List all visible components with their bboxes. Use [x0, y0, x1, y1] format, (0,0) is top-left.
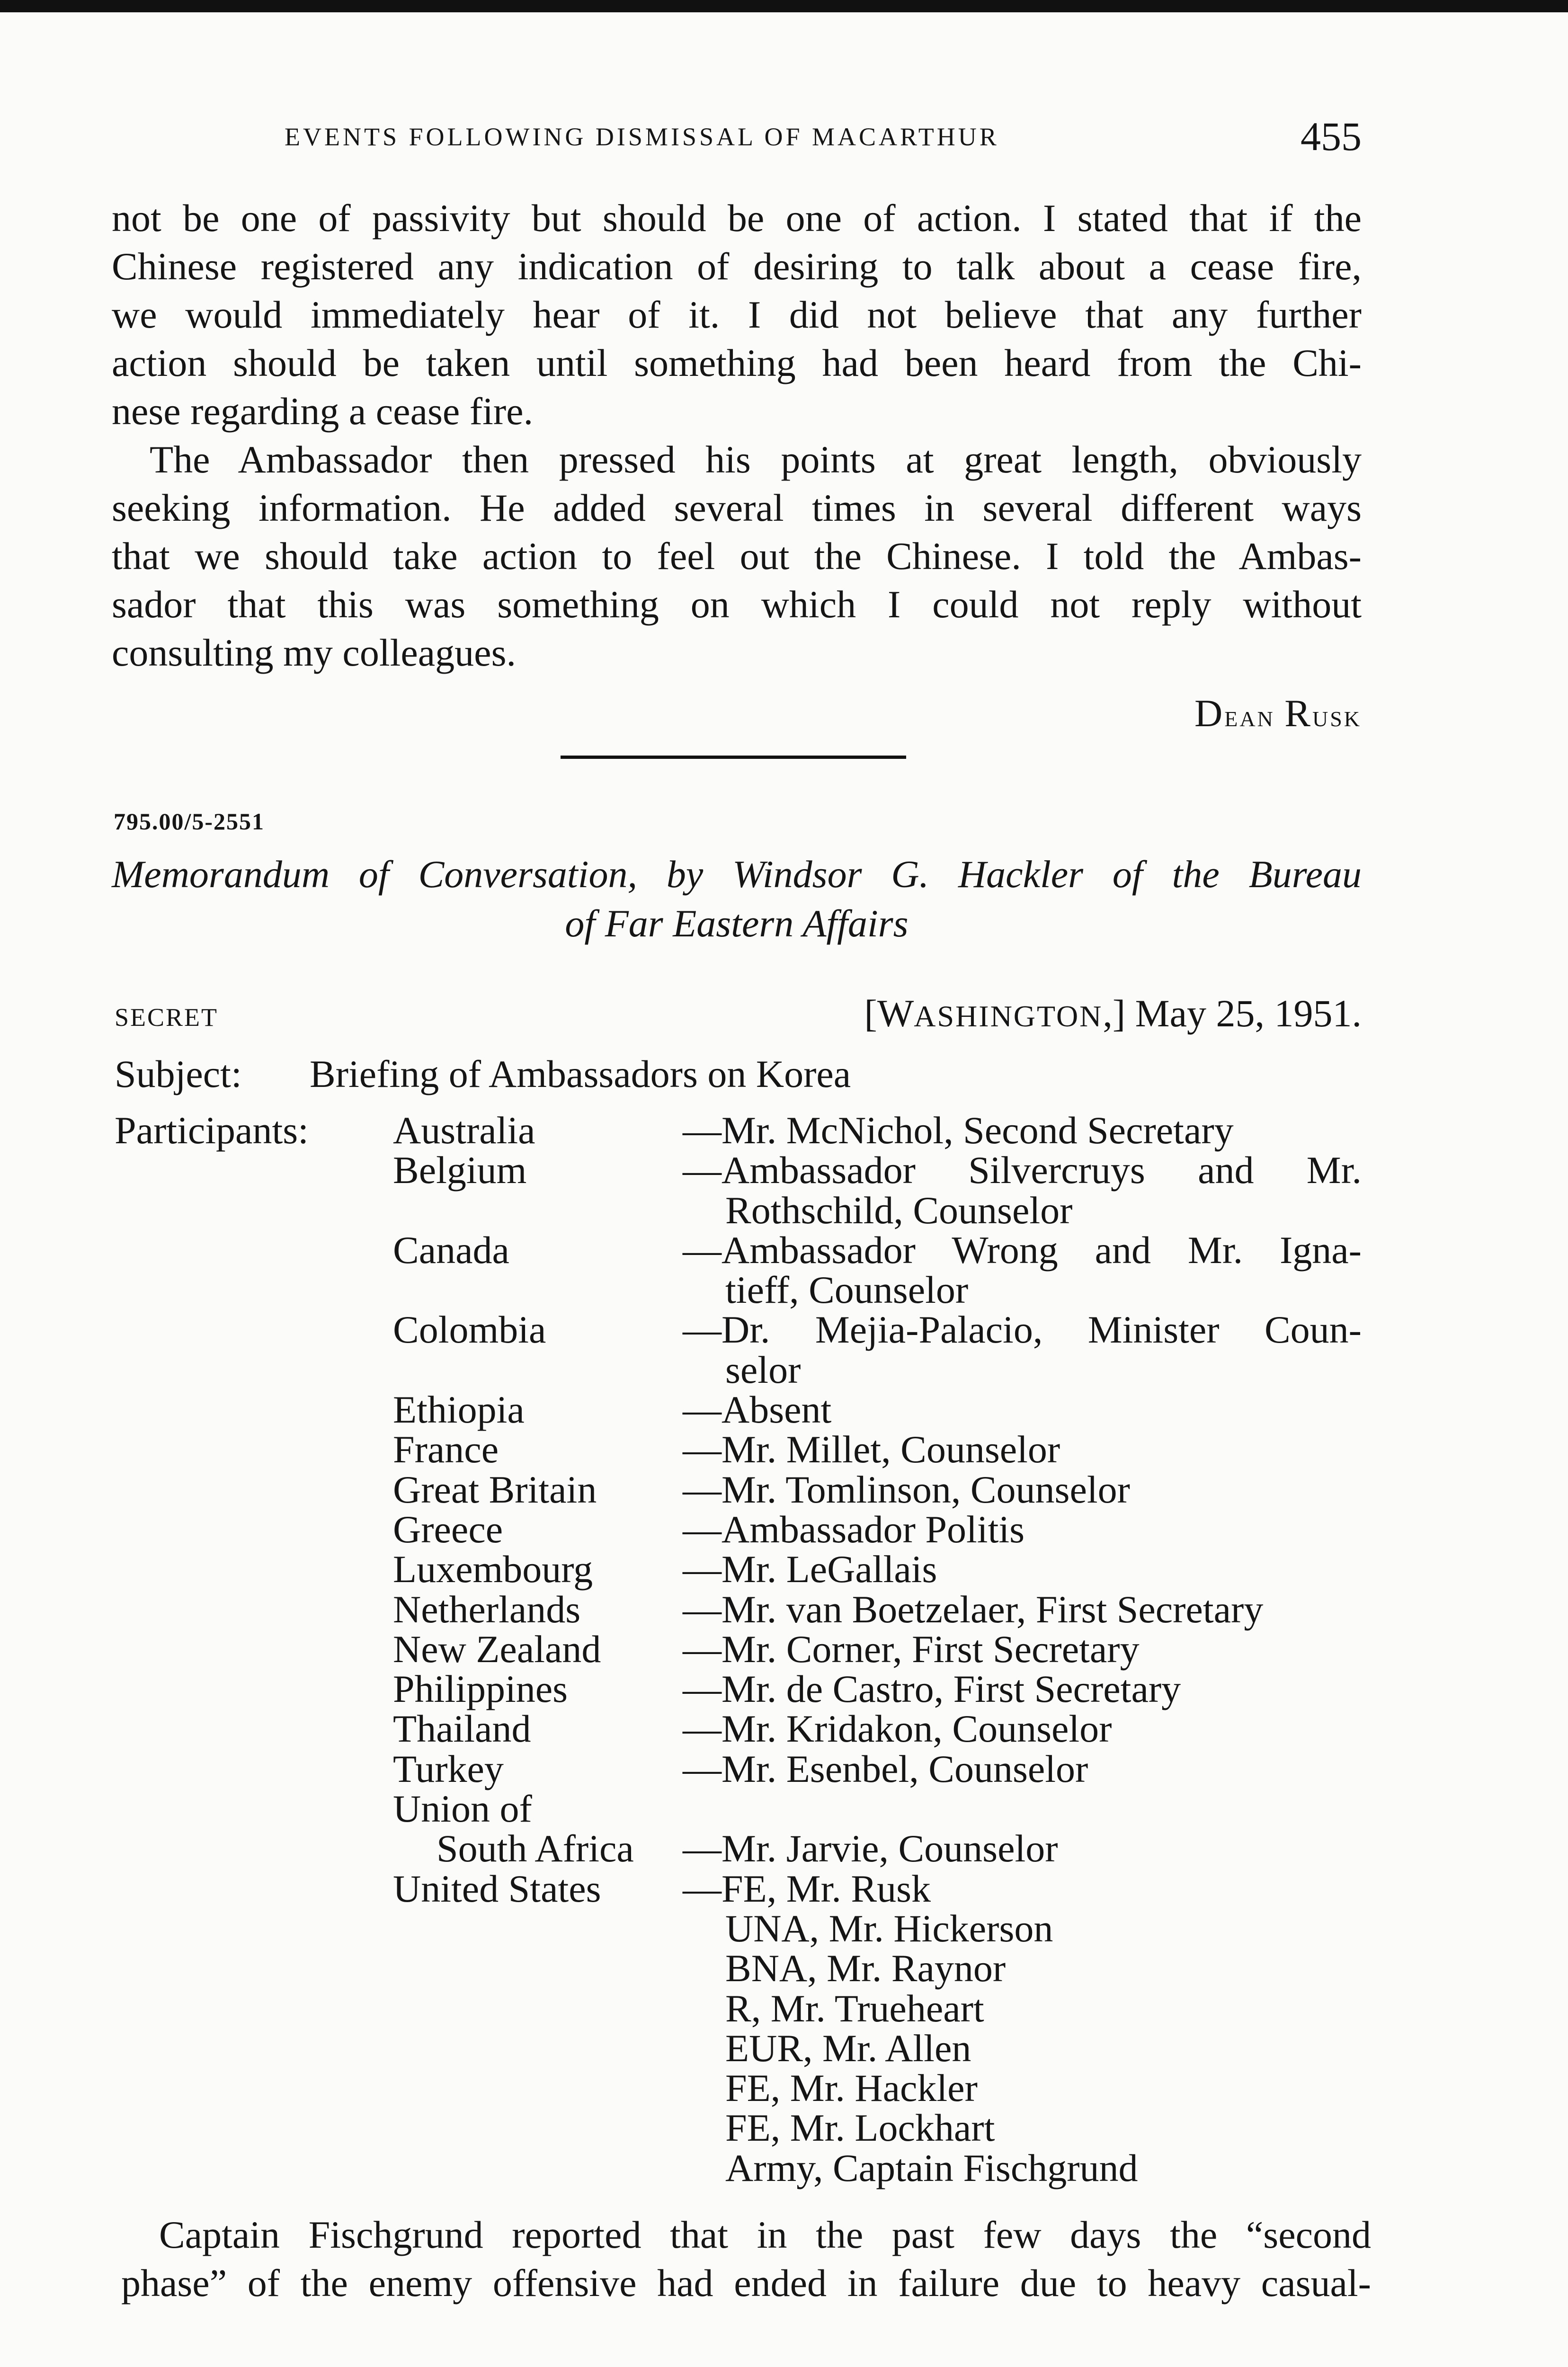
participant-representative-continued: FE, Mr. Lockhart: [725, 2106, 995, 2150]
text-line: sador that this was something on which I could not reply without: [112, 583, 1362, 626]
text-line: we would immediately hear of it. I did not believe that any further: [112, 293, 1362, 336]
participant-representative: —Mr. van Boetzelaer, First Secretary: [683, 1587, 1264, 1631]
text-line: seeking information. He added several times in several different ways: [112, 486, 1362, 529]
opening-paragraph-2: [112, 436, 1362, 677]
participant-country: Canada: [393, 1228, 509, 1272]
participant-row: [393, 1669, 1362, 1709]
participant-row: [393, 1549, 1362, 1589]
running-head: [112, 113, 1362, 165]
participants-label: Participants:: [115, 1109, 309, 1152]
participant-representative-continued: UNA, Mr. Hickerson: [725, 1906, 1053, 1950]
participant-row: [393, 1470, 1362, 1510]
text-line: The Ambassador then pressed his points at great length, obviously: [150, 438, 1362, 481]
participant-country: South Africa: [437, 1827, 634, 1870]
text-line: Captain Fischgrund reported that in the past few days the “second: [159, 2213, 1371, 2256]
participant-representative: —Ambassador Politis: [683, 1507, 1025, 1551]
participant-row: [393, 1869, 1362, 2188]
participant-representative: —Mr. Kridakon, Counselor: [683, 1707, 1112, 1751]
participant-row: [393, 1430, 1362, 1469]
participant-row: [393, 1587, 1362, 1631]
participant-row: [393, 1789, 1362, 1829]
memo-title-line-1: Memorandum of Conversation, by Windsor G. Hackler of the Bureau: [112, 853, 1362, 896]
participant-row: [393, 1829, 1362, 1869]
participant-representative-continued: tieff, Counselor: [725, 1268, 969, 1312]
participant-row: [393, 1507, 1362, 1551]
text-line: phase” of the enemy offensive had ended in failure due to heavy casual-: [121, 2261, 1371, 2305]
memo-title-line-2: of Far Eastern Affairs: [565, 902, 909, 945]
file-number: 795.00/5-2551: [114, 808, 265, 835]
participant-country: New Zealand: [393, 1627, 601, 1671]
participant-country: Thailand: [393, 1707, 531, 1751]
participant-row: [393, 1629, 1362, 1669]
participant-representative: —Absent: [683, 1388, 832, 1432]
participant-country: Greece: [393, 1507, 503, 1551]
participant-country: Philippines: [393, 1667, 568, 1711]
participant-representative: —Ambassador Silvercruys and Mr.: [683, 1148, 1362, 1192]
participant-representative: —Mr. de Castro, First Secretary: [683, 1667, 1181, 1711]
dateline: [WASHINGTON,] May 25, 1951.: [864, 992, 1362, 1035]
participant-representative: —Mr. Jarvie, Counselor: [683, 1827, 1058, 1870]
text-line: that we should take action to feel out the Chinese. I told the Ambas-: [112, 534, 1362, 578]
participant-representative: —Mr. McNichol, Second Secretary: [683, 1109, 1234, 1152]
participant-country: United States: [393, 1867, 601, 1910]
participant-country: France: [393, 1428, 499, 1471]
signature: Dean Rusk: [1194, 692, 1362, 735]
participant-representative: —Mr. Corner, First Secretary: [683, 1627, 1140, 1671]
participant-representative-continued: BNA, Mr. Raynor: [725, 1947, 1006, 1990]
participant-representative: —Dr. Mejia-Palacio, Minister Coun-: [683, 1308, 1362, 1352]
participant-row: [393, 1150, 1362, 1230]
participant-row: [393, 1230, 1362, 1310]
participant-representative-continued: selor: [725, 1348, 801, 1391]
participant-row: [393, 1310, 1362, 1390]
subject-label: Subject:: [115, 1052, 242, 1095]
participant-country: Ethiopia: [393, 1388, 525, 1432]
participant-country: Colombia: [393, 1308, 546, 1352]
subject-value: Briefing of Ambassadors on Korea: [310, 1052, 851, 1095]
participant-representative: —Mr. Millet, Counselor: [683, 1428, 1060, 1471]
participant-representative-continued: EUR, Mr. Allen: [725, 2026, 971, 2070]
participant-country: Union of: [393, 1787, 532, 1831]
participant-representative: —Mr. LeGallais: [683, 1548, 937, 1591]
participant-row: [393, 1390, 1362, 1430]
participant-row: [393, 1709, 1362, 1749]
participant-representative-continued: Rothschild, Counselor: [725, 1188, 1073, 1232]
text-line: Chinese registered any indication of desiring to talk about a cease fire,: [112, 245, 1362, 288]
participant-country: Netherlands: [393, 1587, 581, 1631]
participant-representative: —Ambassador Wrong and Mr. Igna-: [683, 1228, 1362, 1272]
participant-row: [393, 1111, 1362, 1150]
text-line: not be one of passivity but should be one of action. I stated that if the: [112, 196, 1362, 240]
running-head-title: EVENTS FOLLOWING DISMISSAL OF MACARTHUR: [285, 123, 999, 151]
scan-top-edge: [0, 0, 1568, 12]
participant-representative: —FE, Mr. Rusk: [683, 1867, 931, 1910]
participant-row: [393, 1749, 1362, 1789]
opening-paragraph-1: [112, 194, 1362, 436]
classification-label: SECRET: [115, 1003, 219, 1032]
final-paragraph: [121, 2211, 1371, 2307]
text-line: action should be taken until something had been heard from the Chi-: [112, 341, 1362, 384]
participant-representative-continued: FE, Mr. Hackler: [725, 2066, 978, 2110]
participant-country: Belgium: [393, 1148, 527, 1192]
participant-representative: —Mr. Tomlinson, Counselor: [683, 1468, 1130, 1511]
participant-country: Great Britain: [393, 1468, 597, 1511]
text-line: consulting my colleagues.: [112, 631, 516, 674]
participant-country: Turkey: [393, 1747, 504, 1790]
participant-country: Australia: [393, 1109, 535, 1152]
participants-list: [393, 1111, 1362, 2188]
page-number: 455: [1301, 114, 1362, 159]
text-line: nese regarding a cease fire.: [112, 390, 534, 433]
participant-representative: —Mr. Esenbel, Counselor: [683, 1747, 1088, 1790]
section-divider: [561, 756, 906, 759]
participant-representative-continued: R, Mr. Trueheart: [725, 1986, 984, 2030]
participant-country: Luxembourg: [393, 1548, 593, 1591]
participant-representative-continued: Army, Captain Fischgrund: [725, 2146, 1138, 2189]
